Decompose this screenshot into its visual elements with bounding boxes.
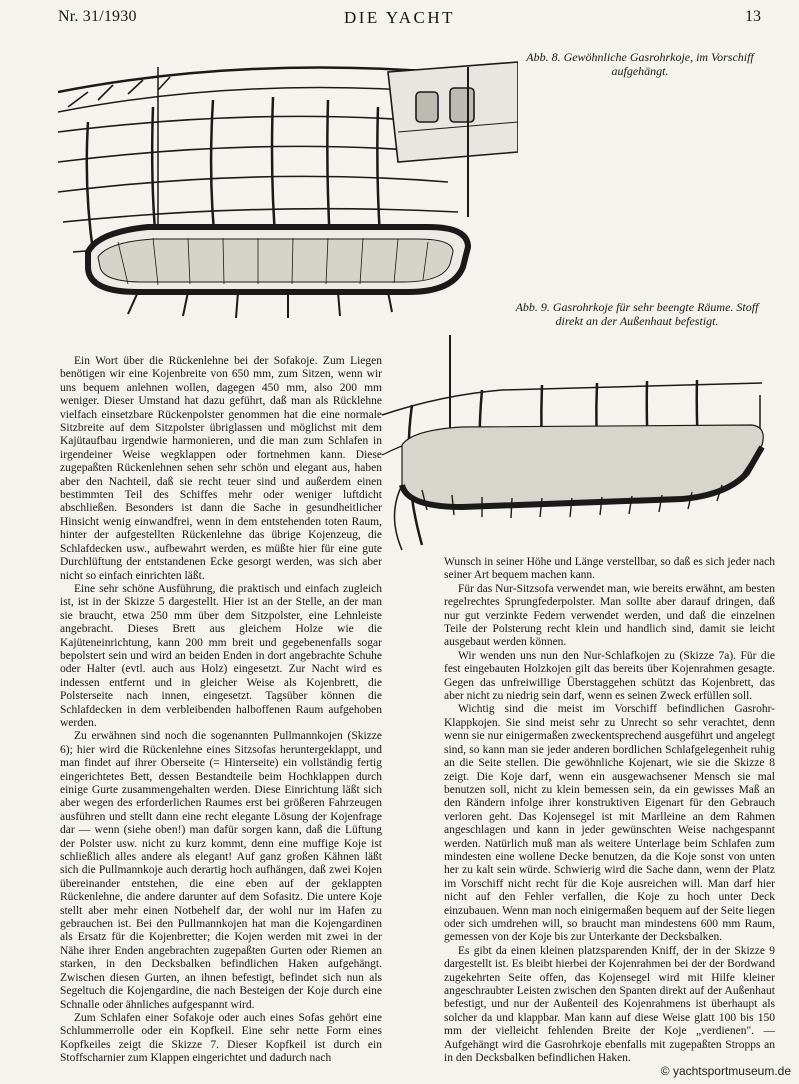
paragraph: Wir wenden uns nun den Nur-Schlafkojen zu (Skizze 7a). Für die fest eingebauten Holzkojen gilt das bereits über Kojenrahmen gesagte. Gegen das unfreiwillige Überstaggehen schützt das Kojenbrett, das aber nicht zu niedrig sein darf, wenn es seinen Zweck erfüllen soll. [444, 649, 775, 703]
magazine-title: DIE YACHT [343, 8, 456, 27]
paragraph: Es gibt da einen kleinen platzsparenden Kniff, der in der Skizze 9 dargestellt ist. Es bleibt hierbei der Kojenrahmen bei der der Bordwand zugekehrten Seite offen, das Kojensegel wird mit Hilfe kleiner angeschraubter Leisten zwischen den Spanten direkt auf der Außenhaut befestigt, und nur der Außenteil des Kojenrahmens ist überhaupt als solcher da und klappbar. Man kann auf diese Weise glatt 100 bis 150 mm der vielleicht fehlenden Breite der Koje „verdienen". — Aufgehängt wird die Gasrohrkoje ebenfalls mit zugepaßten Stropps an in den Decksbalken befindlichen Haken. [444, 944, 775, 1065]
paragraph: Eine sehr schöne Ausführung, die praktisch und einfach zugleich ist, ist in der Skizze 5 dargestellt. Hier ist an der Stelle, an der man sie braucht, etwa 250 mm über dem Sitzpolster, eine Lehnleiste angebracht. Dieses Brett aus gleichem Holze wie die Kajüteneinrichtung, kann 200 mm breit und gegebenenfalls sogar bepolstert sein und wird an beiden Enden in dort angebrachte Schuhe oder Halter (evtl. auch aus Holz) eingesetzt. Zur Nacht wird es indessen entfernt und in gleicher Weise als Kojenbrett, die Polsterseite nach innen, eingesetzt. Tagsüber können die Schlafdecken in dem verbleibenden halboffenen Raum aufgehoben werden. [60, 582, 382, 729]
figure-8-illustration [58, 52, 518, 324]
left-text-column [60, 355, 382, 1066]
figure-8-caption: Abb. 8. Gewöhnliche Gasrohrkoje, im Vorschiff aufgehängt. [526, 50, 754, 78]
figure-9-illustration [382, 335, 782, 560]
paragraph: Wichtig sind die meist im Vorschiff befindlichen Gasrohr-Klappkojen. Sie sind meist sehr zu Unrecht so sehr verachtet, denn wenn sie nur einigermaßen zweckentsprechend ausgeführt und angelegt sind, so kann man sie jeder anderen bordlichen Schlafgelegenheit ruhig an die Seite stellen. Die gewöhnliche Kojenart, wie sie die Skizze 8 zeigt. Die Koje darf, wenn ein ausgewachsener Mensch sie mal benutzen soll, nicht zu klein bemessen sein, da ein gewisses Maß an den Rändern infolge ihrer konstruktiven Eigenart für den Gebrauch verloren geht. Das Kojensegel ist mit Marlleine an dem Rahmen angeschlagen und kann in jeder gewünschten Weise nachgespannt werden. Natürlich muß man als weitere Unterlage beim Schlafen zum mindesten eine wollene Decke benutzen, da die Koje sonst von unten her zu kalt sein würde. Schwierig wird die Sache dann, wenn der Platz im Vorschiff nicht recht für die Koje ausreichen will. Man darf hier nicht auf den Fehler verfallen, die Koje zu hoch unter Deck einzubauen. Wenn man noch einigermaßen bequem auf der Seite liegen oder sich umdrehen will, so braucht man mindestens 600 mm Raum, gemessen von der Koje bis zur Unterkante der Decksbalken. [444, 703, 775, 944]
paragraph: Wunsch in seiner Höhe und Länge verstellbar, so daß es sich jeder nach seiner Art bequem machen kann. [444, 556, 775, 582]
paragraph: Ein Wort über die Rückenlehne bei der Sofakoje. Zum Liegen benötigen wir eine Kojenbreite von 650 mm, zum Sitzen, wenn wir uns bequem anlehnen wollen, dagegen 450 mm, also 200 mm weniger. Dieser Umstand hat dazu geführt, daß man als Rücklehne vielfach einsetzbare Rückenpolster genommen hat die eine normale Sitzbreite auf dem Sitzpolster übriglassen und möglichst mit dem Kajütaufbau irgendwie harmonieren, und die man zum Schlafen in irgendeiner Weise wegklappen oder fortnehmen kann. Diese zugepaßten Rückenlehnen sehen sehr schön und elegant aus, haben aber den Nachteil, daß sie recht teuer sind und außerdem einen bestimmten Teil des Schiffes mehr oder weniger luftdicht abschließen. Besonders ist dann die Sache in gesundheitlicher Hinsicht wenig einwandfrei, wenn in dem entstehenden toten Raum, hinter der aufgestellten Rückenlehne das übrige Kojenzeug, die Schlafdecken usw., aufbewahrt werden, es müßte hier für eine gute Durchlüftung der entstandenen Ecke gesorgt werden, was sich aber nicht so einfach einrichten läßt. [60, 355, 382, 582]
right-text-column [444, 556, 775, 1065]
paragraph: Zu erwähnen sind noch die sogenannten Pullmannkojen (Skizze 6); hier wird die Rückenlehne eines Sitzsofas heruntergeklappt, und man findet auf ihrer Oberseite (= Hinterseite) ein vollständig fertig eingerichtetes Bett, dessen Bestandteile beim Hochklappen durch einige Gurte zusammengehalten werden. Diese Einrichtung läßt sich aber wegen des erforderlichen Raumes erst bei größeren Fahrzeugen ausführen und stellt dann eine recht elegante Lösung der Kojenfrage dar — wenn (siehe oben!) man dafür sorgen kann, daß die Lüftung der Polster usw. nicht zu kurz kommt, denn eine muffige Koje ist schließlich alles andere als elegant! Auf ganz großen Kähnen läßt sich die Pullmannkoje auch derartig hoch aufhängen, daß zwei Kojen übereinander entstehen, die eine eben auf der geklappten Rückenlehne, die andere darunter auf dem Sofasitz. Die untere Koje stellt aber mehr einen Notbehelf dar, der wohl nur im Hafen zu gebrauchen ist. Bei den Pullmannkojen hat man die Kojengardinen als Ersatz für die Kojenbretter; die Kojen werden mit zwei in der Nähe ihrer Enden angebrachten zugepaßten Gurten oder Riemen an starken, in den Decksbalken befindlichen Haken aufgehängt. Zwischen diesen Gurten, an ihnen befestigt, befindet sich nun als Segeltuch die Kojengardine, die nach Besteigen der Koje durch eine Schnalle oder ähnliches aufgespannt wird. [60, 730, 382, 1011]
copyright-watermark: © yachtsportmuseum.de [660, 1064, 791, 1078]
page-number: 13 [745, 8, 761, 25]
paragraph: Für das Nur-Sitzsofa verwendet man, wie bereits erwähnt, am besten regelrechtes Sprungfederpolster. Man sollte aber darauf dringen, daß nur gut verzinkte Federn verwendet werden, und daß die einzelnen Teile der Polsterung recht klein und handlich sind, damit sie leicht ausgebaut werden können. [444, 582, 775, 649]
figure-9-caption: Abb. 9. Gasrohrkoje für sehr beengte Räume. Stoff direkt an der Außenhaut befestigt. [515, 300, 759, 328]
paragraph: Zum Schlafen einer Sofakoje oder auch eines Sofas gehört eine Schlummerrolle oder ein Kopfkeil. Eine sehr nette Form eines Kopfkeiles zeigt die Skizze 7. Dieser Kopfkeil ist durch ein Stoffscharnier zum Klappen eingerichtet und dadurch nach [60, 1011, 382, 1065]
issue-number: Nr. 31/1930 [58, 8, 137, 25]
